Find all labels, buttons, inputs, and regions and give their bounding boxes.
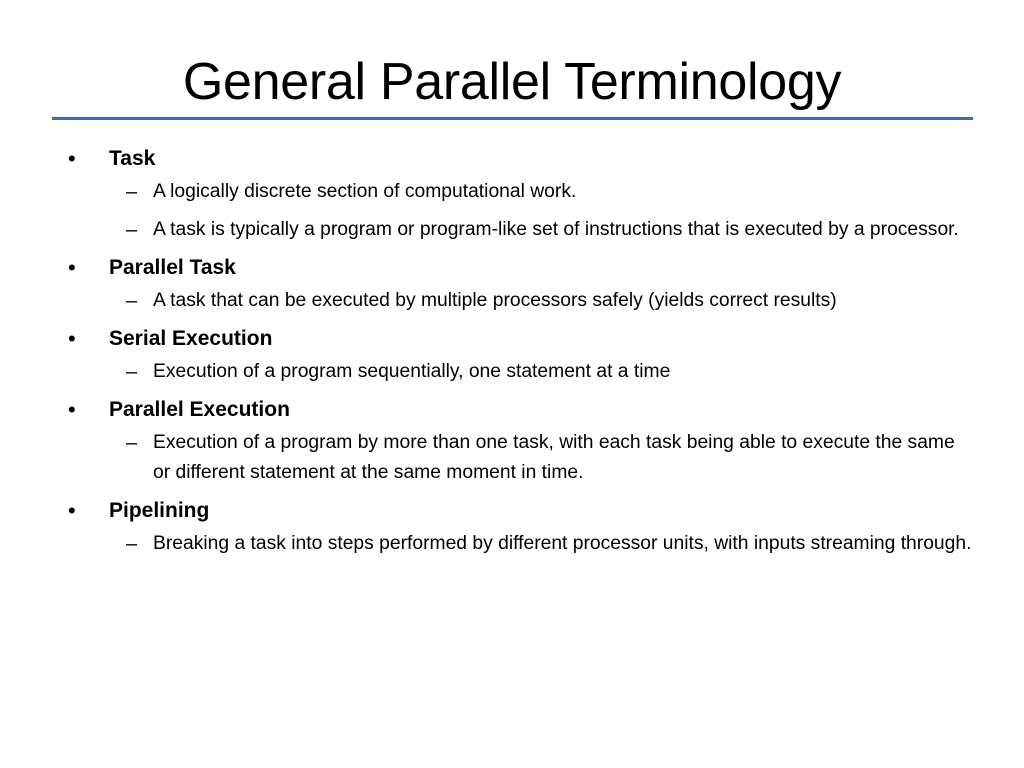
sub-bullet-text: A logically discrete section of computational work.: [153, 181, 577, 202]
bullet-term: Parallel Execution: [109, 398, 290, 421]
dash-icon: –: [126, 181, 138, 203]
bullet-pipelining: [0, 492, 1024, 559]
dash-icon: –: [126, 432, 138, 454]
sub-bullet: [0, 357, 1024, 387]
sub-bullet: [0, 177, 1024, 207]
bullet-parallel-execution: [0, 391, 1024, 488]
sub-bullet: [0, 215, 1024, 245]
bullet-term: Serial Execution: [109, 327, 273, 350]
bullet-list: [0, 140, 1024, 563]
bullet-serial-execution: [0, 320, 1024, 387]
slide-title: General Parallel Terminology: [182, 53, 842, 111]
sub-bullet-text: Breaking a task into steps performed by different processor units, with inputs streaming through.: [153, 533, 972, 554]
sub-bullet: [0, 286, 1024, 316]
sub-bullet: [0, 428, 1024, 488]
bullet-term: Parallel Task: [109, 256, 236, 279]
sub-bullet-text: Execution of a program sequentially, one statement at a time: [153, 361, 671, 382]
dash-icon: –: [126, 219, 138, 241]
bullet-task: [0, 140, 1024, 245]
bullet-term: Pipelining: [109, 499, 210, 522]
sub-bullet: [0, 529, 1024, 559]
bullet-icon: •: [68, 255, 76, 280]
title-divider: [52, 117, 973, 120]
dash-icon: –: [126, 290, 138, 312]
bullet-icon: •: [68, 498, 76, 523]
bullet-icon: •: [68, 326, 76, 351]
dash-icon: –: [126, 361, 138, 383]
sub-bullet-text: A task is typically a program or program-like set of instructions that is executed by a processor.: [153, 219, 959, 240]
sub-bullet-text: A task that can be executed by multiple processors safely (yields correct results): [153, 290, 837, 311]
bullet-icon: •: [68, 146, 76, 171]
bullet-term: Task: [109, 147, 156, 170]
dash-icon: –: [126, 533, 138, 555]
bullet-parallel-task: [0, 249, 1024, 316]
bullet-icon: •: [68, 397, 76, 422]
sub-bullet-text: Execution of a program by more than one task, with each task being able to execute the same or different statement at the same moment in time.: [153, 432, 955, 483]
